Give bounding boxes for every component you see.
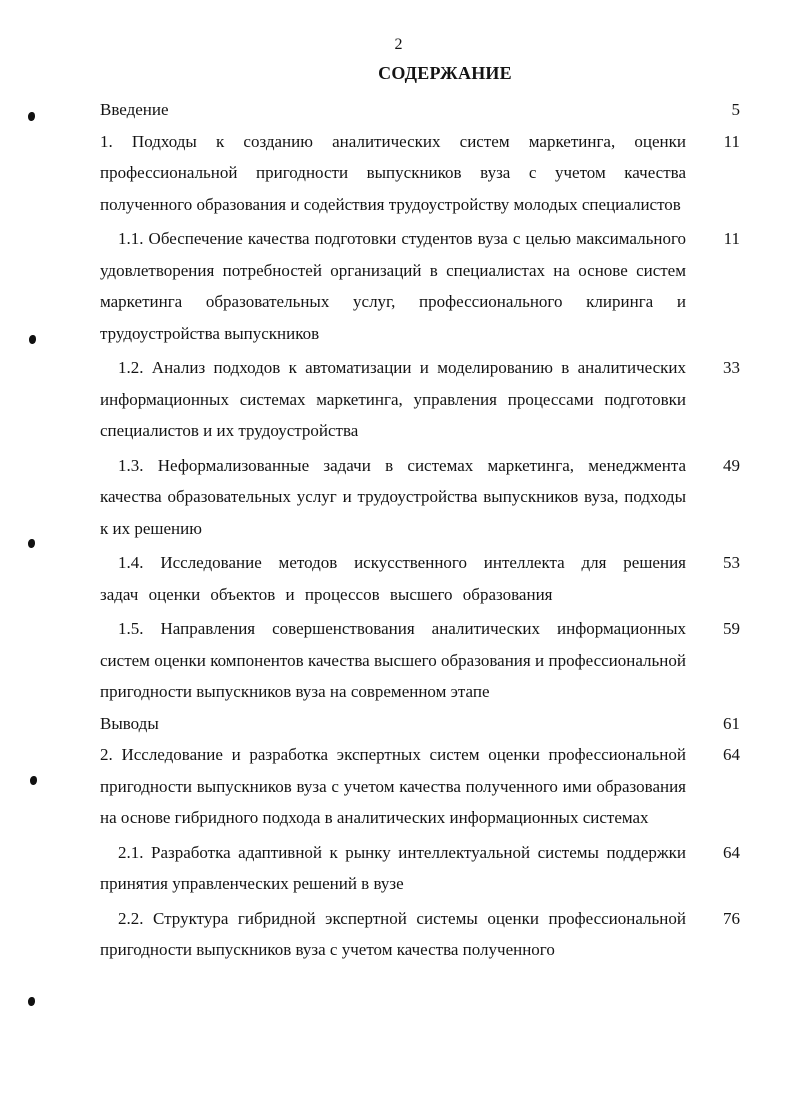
toc-entry-page: 53: [723, 553, 740, 572]
toc-entry-page: 11: [723, 229, 740, 248]
toc-entry: [100, 903, 740, 966]
toc-entry-page: 59: [723, 619, 740, 638]
toc-entry-title: 1. Подходы к созданию аналитических систем маркетинга, оценки профессиональной пригодности выпускников вуза с учетом качества полученного образования и содействия трудоустройству молодых специалистов: [100, 131, 686, 214]
toc-entry: [100, 708, 740, 740]
toc-entry-page: 64: [723, 842, 740, 862]
table-of-contents: [100, 94, 740, 966]
toc-entry-title: Выводы: [100, 713, 159, 733]
toc-entry-title: 2. Исследование и разработка экспертных систем оценки профессиональной пригодности выпускников вуза с учетом качества полученного ими образования на основе гибридного подхода в аналитических информационных системах: [100, 745, 686, 827]
toc-entry-page: 61: [723, 713, 740, 733]
toc-entry-page: 33: [723, 358, 740, 377]
page-title: СОДЕРЖАНИЕ: [378, 63, 512, 83]
toc-entry-title: 1.1. Обеспечение качества подготовки студентов вуза с целью максимального удовлетворения потребностей организаций в специалистах на основе систем маркетинга образовательных услуг, профессионального клиринга и трудоустройства выпускников: [100, 229, 686, 343]
scan-mark: [28, 112, 35, 121]
toc-entry: [100, 837, 740, 900]
page-number: 2: [394, 36, 403, 53]
toc-entry-page: 64: [723, 745, 740, 764]
toc-entry: [100, 739, 740, 834]
toc-entry-page: 76: [723, 908, 740, 928]
toc-entry-title: Введение: [100, 100, 169, 119]
toc-entry: [100, 547, 740, 610]
scan-mark: [28, 539, 35, 548]
scan-mark: [30, 776, 37, 785]
toc-entry-page: 5: [731, 100, 740, 119]
toc-entry: [100, 352, 740, 447]
toc-entry: [100, 94, 740, 126]
scan-mark: [29, 335, 36, 344]
toc-entry-title: 1.3. Неформализованные задачи в системах маркетинга, менеджмента качества образовательных услуг и трудоустройства выпускников вуза, подходы к их решению: [100, 455, 686, 538]
toc-entry: [100, 223, 740, 349]
toc-entry: [100, 613, 740, 708]
toc-entry-title: 2.1. Разработка адаптивной к рынку интеллектуальной системы поддержки принятия управленческих решений в вузе: [100, 842, 686, 893]
scan-mark: [28, 997, 35, 1006]
toc-entry-title: 1.5. Направления совершенствования аналитических информационных систем оценки компонентов качества высшего образования и профессиональной пригодности выпускников вуза на современном этапе: [100, 619, 686, 701]
toc-entry-page: 11: [723, 131, 740, 151]
toc-entry-title: 1.2. Анализ подходов к автоматизации и моделированию в аналитических информационных системах маркетинга, управления процессами подготовки специалистов и их трудоустройства: [100, 358, 686, 440]
toc-entry: [100, 126, 740, 221]
toc-entry: [100, 450, 740, 545]
toc-entry-title: 1.4. Исследование методов искусственного интеллекта для решения задач оценки объектов и процессов высшего образования: [100, 553, 686, 604]
toc-entry-title: 2.2. Структура гибридной экспертной системы оценки профессиональной пригодности выпускников вуза с учетом качества полученного: [100, 908, 686, 959]
toc-entry-page: 49: [723, 455, 740, 475]
